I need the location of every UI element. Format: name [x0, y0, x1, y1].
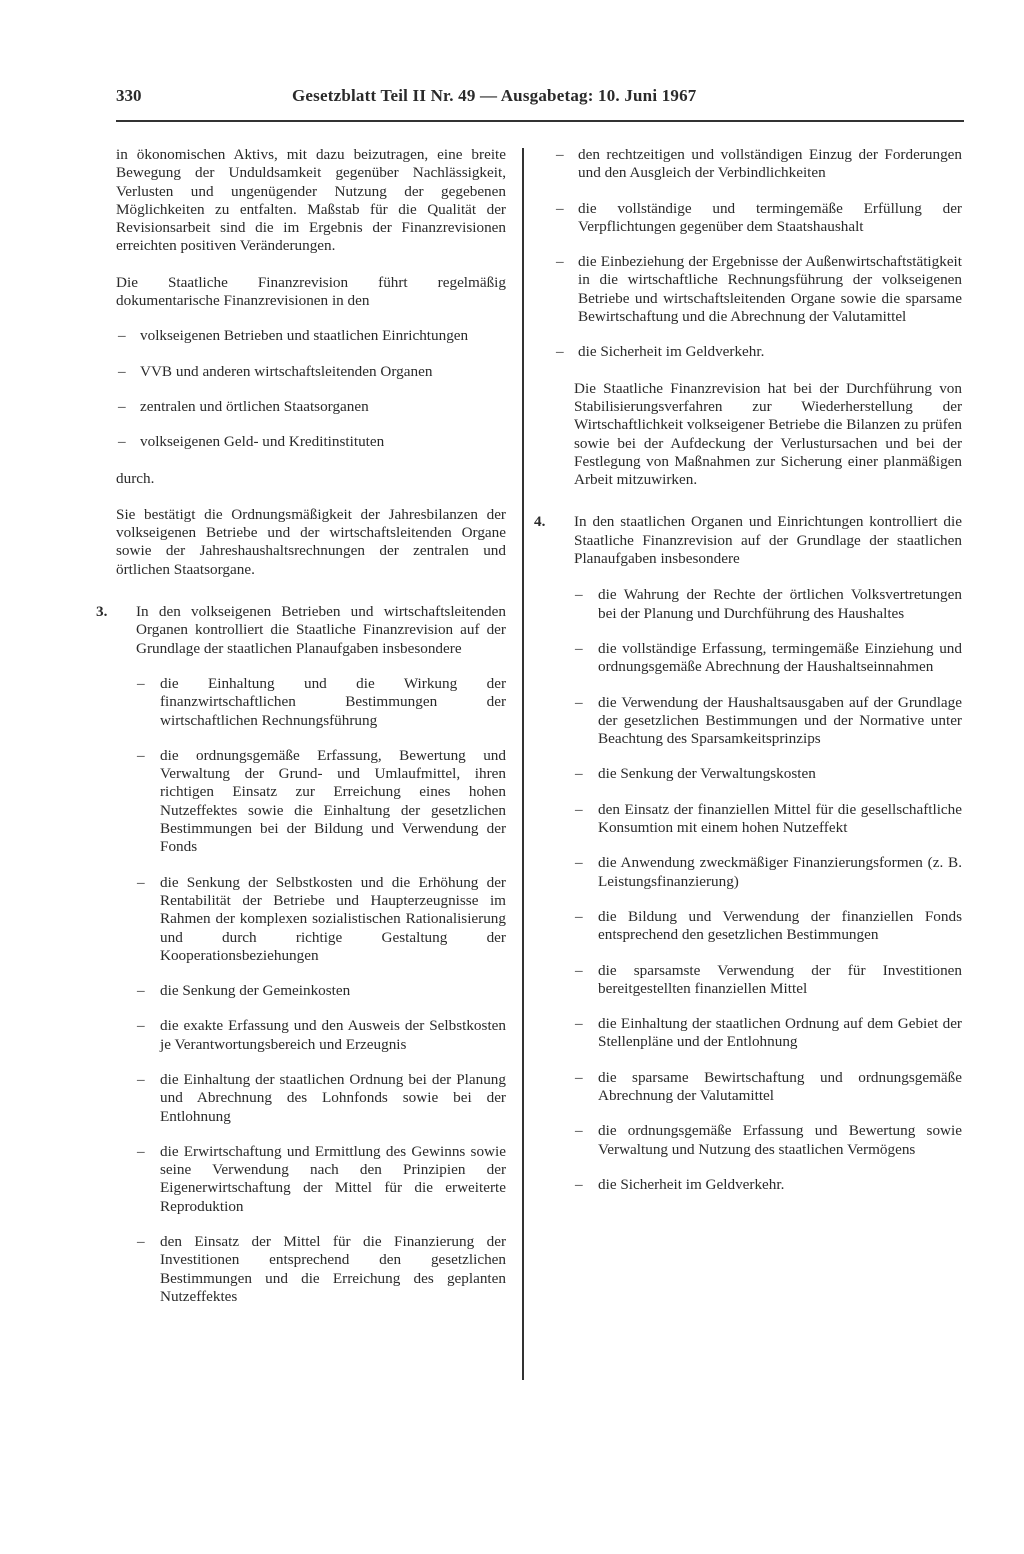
page-header [116, 86, 756, 110]
section-text: In den staatlichen Organen und Einrichtungen kontrolliert die Staatliche Finanzrevision auf der Grundlage der staatlichen Planaufgaben insbesondere [574, 513, 962, 568]
list-item: – VVB und anderen wirtschaftsleitenden Organen [118, 362, 433, 380]
list-item: – die sparsamste Verwendung der für Investitionen bereitgestellten finanziellen Mittel [575, 961, 962, 997]
section-3 [96, 603, 506, 658]
list-item: – die Einhaltung der staatlichen Ordnung bei der Planung und Abrechnung des Lohnfonds sowie bei der Entlohnung [137, 1070, 506, 1125]
intro-paragraph: in ökonomischen Aktivs, mit dazu beizutragen, eine breite Bewegung der Unduldsamkeit gegenüber Nachlässigkeit, Verlusten und ungenügender Nutzung der gegebenen Möglichkeiten zu entfalten. Maßstab für die Qualität der Revisionsarbeit sind die im Ergebnis der Finanzrevisionen erreichten positiven Veränderungen. [116, 146, 506, 255]
list-item: – die Anwendung zweckmäßiger Finanzierungsformen (z. B. Leistungsfinanzierung) [575, 854, 962, 890]
list-item: – die Einbeziehung der Ergebnisse der Außenwirtschaftstätigkeit in die wirtschaftliche Rechnungsführung der volkseigenen Betriebe und wirtschaftsleitenden Organe sowie die sparsame Bewirtschaftung und die Abrechnung der Valutamittel [556, 253, 962, 326]
list-item: – die Sicherheit im Geldverkehr. [575, 1175, 785, 1193]
left-column [96, 146, 506, 1306]
section-number: 3. [96, 603, 108, 621]
list-item: – die Senkung der Verwaltungskosten [575, 765, 816, 783]
page-number: 330 [116, 86, 142, 105]
list-item: – die sparsame Bewirtschaftung und ordnungsgemäße Abrechnung der Valutamittel [575, 1068, 962, 1104]
section-4 [534, 513, 962, 568]
list-item: – den Einsatz der Mittel für die Finanzierung der Investitionen entsprechend den gesetzlichen Bestimmungen und die Erreichung des geplanten Nutzeffektes [137, 1233, 506, 1305]
list-item: – die vollständige und termingemäße Erfüllung der Verpflichtungen gegenüber dem Staatshaushalt [556, 199, 962, 235]
list-item: – die Bildung und Verwendung der finanziellen Fonds entsprechend den gesetzlichen Bestimmungen [575, 907, 962, 944]
list-item: – volkseigenen Geld- und Kreditinstituten [118, 433, 385, 451]
column-divider [522, 148, 524, 1380]
paragraph-jahresbilanzen: Sie bestätigt die Ordnungsmäßigkeit der Jahresbilanzen der volkseigenen Betriebe und der wirtschaftsleitenden Organe sowie der Jahreshaushaltsrechnungen der zentralen und örtlichen Staatsorgane. [116, 505, 506, 578]
list-item: – den Einsatz der finanziellen Mittel für die gesellschaftliche Konsumtion mit einem hohen Nutzeffekt [575, 800, 962, 837]
list-item: – zentralen und örtlichen Staatsorganen [118, 397, 369, 415]
list-item: – die Sicherheit im Geldverkehr. [556, 343, 765, 361]
section-number: 4. [534, 513, 546, 531]
header-rule [116, 120, 964, 122]
right-column [534, 146, 962, 1194]
paragraph-stabilisierung: Die Staatliche Finanzrevision hat bei der Durchführung von Stabilisierungsverfahren zur Wiederherstellung der Wirtschaftlichkeit volkseigener Betriebe die Bilanzen zu prüfen sowie bei der Aufdeckung der Verlustursachen und bei der Festlegung von Maßnahmen zur Sicherung einer planmäßigen Arbeit mitzuwirken. [574, 379, 962, 489]
list-item: – die Einhaltung und die Wirkung der finanzwirtschaftlichen Bestimmungen der wirtschaftlichen Rechnungsführung [137, 674, 506, 729]
page-title: Gesetzblatt Teil II Nr. 49 — Ausgabetag: 10. Juni 1967 [292, 86, 697, 105]
list-item: – die exakte Erfassung und den Ausweis der Selbstkosten je Verantwortungsbereich und Erzeugnis [137, 1017, 506, 1053]
list-item: – die Verwendung der Haushaltsausgaben auf der Grundlage der gesetzlichen Bestimmungen und der Normative unter Beachtung des Sparsamkeitsprinzips [575, 693, 962, 748]
list-item: – die ordnungsgemäße Erfassung und Bewertung sowie Verwaltung und Nutzung des staatlichen Vermögens [575, 1122, 962, 1158]
list-item: – die vollständige Erfassung, termingemäße Einziehung und ordnungsgemäße Abrechnung der Haushaltseinnahmen [575, 639, 962, 676]
section-text: In den volkseigenen Betrieben und wirtschaftsleitenden Organen kontrolliert die Staatliche Finanzrevision auf der Grundlage der staatlichen Planaufgaben insbesondere [136, 603, 506, 657]
list-item: – die Erwirtschaftung und Ermittlung des Gewinns sowie seine Verwendung nach den Prinzipien der Eigenerwirtschaftung der Mittel für die erweiterte Reproduktion [137, 1142, 506, 1215]
list-item: – volkseigenen Betrieben und staatlichen Einrichtungen [118, 327, 469, 345]
list-item: – die Einhaltung der staatlichen Ordnung auf dem Gebiet der Stellenpläne und der Entlohnung [575, 1015, 962, 1051]
list-item: – die ordnungsgemäße Erfassung, Bewertung und Verwaltung der Grund- und Umlaufmittel, ihren richtigen Einsatz zur Erreichung eines hohen Nutzeffektes sowie die Einhaltung der gesetzlichen Bestimmungen bei der Bildung und Verwendung der Fonds [137, 746, 506, 856]
list-item: – den rechtzeitigen und vollständigen Einzug der Forderungen und den Ausgleich der Verbindlichkeiten [556, 146, 962, 182]
list-item: – die Wahrung der Rechte der örtlichen Volksvertretungen bei der Planung und Durchführung des Haushaltes [575, 586, 962, 622]
paragraph-durch: durch. [116, 469, 155, 487]
paragraph-finanzrevision: Die Staatliche Finanzrevision führt regelmäßig dokumentarische Finanzrevisionen in den [116, 273, 506, 310]
list-item: – die Senkung der Selbstkosten und die Erhöhung der Rentabilität der Betriebe und Haupterzeugnisse im Rahmen der komplexen sozialistischen Rationalisierung und durch richtige Gestaltung der Kooperationsbeziehungen [137, 873, 506, 964]
list-item: – die Senkung der Gemeinkosten [137, 982, 351, 1000]
